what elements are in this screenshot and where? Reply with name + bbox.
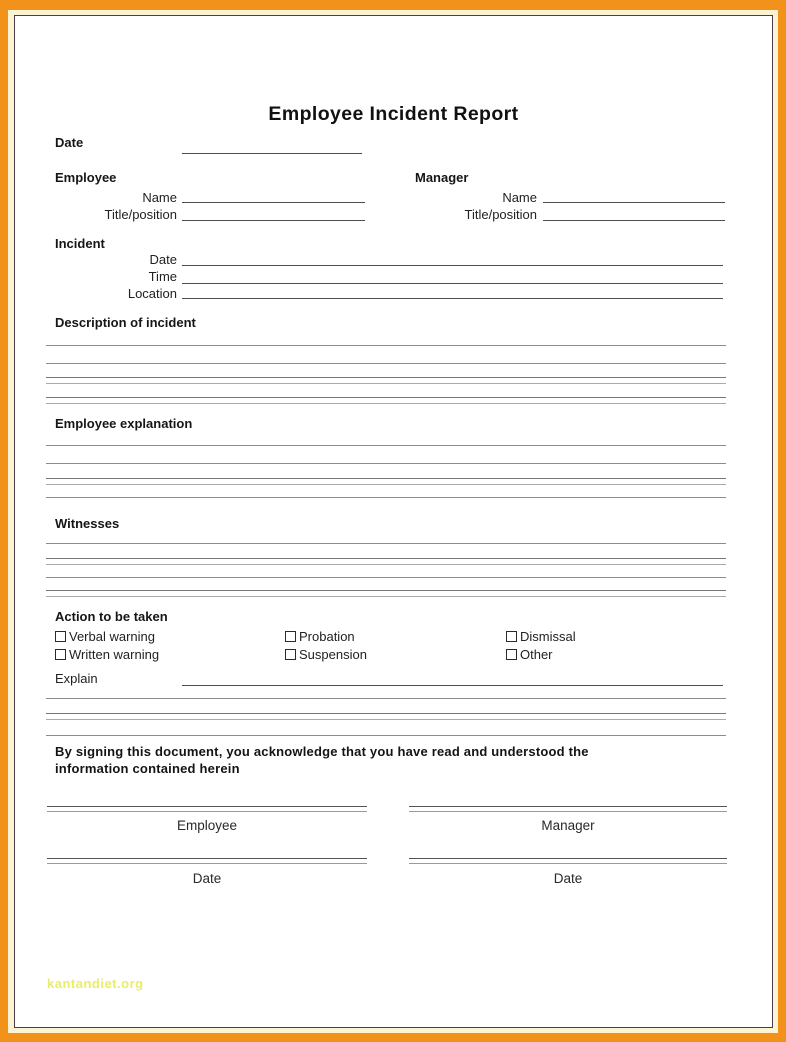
checkbox-icon[interactable] (55, 649, 66, 660)
witnesses-ruled-line[interactable] (46, 558, 726, 565)
action-section-heading: Action to be taken (55, 609, 168, 624)
incident-time-label: Time (148, 269, 177, 284)
checkbox-other[interactable] (506, 647, 553, 662)
checkbox-label: Dismissal (520, 629, 576, 644)
explanation-ruled-line[interactable] (46, 445, 726, 446)
manager-section-heading: Manager (415, 170, 469, 185)
witnesses-ruled-line[interactable] (46, 543, 726, 544)
employee-signature-line[interactable] (47, 806, 367, 812)
explain-label: Explain (55, 671, 98, 686)
employee-date-caption: Date (192, 871, 222, 886)
checkbox-suspension[interactable] (285, 647, 367, 662)
description-ruled-line[interactable] (46, 363, 726, 364)
employee-name-label: Name (142, 190, 177, 205)
checkbox-label: Other (520, 647, 553, 662)
incident-date-input-line[interactable] (182, 265, 723, 266)
checkbox-label: Suspension (299, 647, 367, 662)
explain-ruled-line[interactable] (46, 713, 726, 720)
witnesses-ruled-line[interactable] (46, 590, 726, 597)
explanation-ruled-line[interactable] (46, 497, 726, 498)
checkbox-probation[interactable] (285, 629, 355, 644)
incident-time-input-line[interactable] (182, 283, 723, 284)
manager-signature-caption: Manager (541, 818, 595, 833)
checkbox-label: Verbal warning (69, 629, 155, 644)
checkbox-icon[interactable] (55, 631, 66, 642)
checkbox-icon[interactable] (285, 631, 296, 642)
manager-name-input-line[interactable] (543, 202, 725, 203)
description-section-heading: Description of incident (55, 315, 196, 330)
employee-name-input-line[interactable] (182, 202, 365, 203)
incident-date-label: Date (149, 252, 177, 267)
checkbox-icon[interactable] (506, 649, 517, 660)
employee-section-heading: Employee (55, 170, 117, 185)
explain-ruled-line[interactable] (46, 735, 726, 736)
incident-section-heading: Incident (55, 236, 105, 251)
manager-name-label: Name (502, 190, 537, 205)
checkbox-dismissal[interactable] (506, 629, 576, 644)
description-ruled-line[interactable] (46, 377, 726, 384)
employee-date-line[interactable] (47, 858, 367, 864)
explanation-ruled-line[interactable] (46, 463, 726, 464)
date-label: Date (55, 135, 84, 150)
explanation-section-heading: Employee explanation (55, 416, 193, 431)
manager-title-label: Title/position (464, 207, 537, 222)
explain-input-line[interactable] (182, 685, 723, 686)
employee-signature-caption: Employee (176, 818, 238, 833)
incident-location-input-line[interactable] (182, 298, 723, 299)
explanation-ruled-line[interactable] (46, 478, 726, 485)
checkbox-icon[interactable] (285, 649, 296, 660)
page-title: Employee Incident Report (268, 103, 519, 125)
checkbox-label: Probation (299, 629, 355, 644)
manager-title-input-line[interactable] (543, 220, 725, 221)
witnesses-ruled-line[interactable] (46, 577, 726, 578)
incident-report-page (14, 15, 773, 1028)
date-input-line[interactable] (182, 153, 362, 154)
manager-date-line[interactable] (409, 858, 727, 864)
watermark-text: kantandiet.org (47, 976, 144, 991)
checkbox-icon[interactable] (506, 631, 517, 642)
description-ruled-line[interactable] (46, 397, 726, 404)
checkbox-verbal-warning[interactable] (55, 629, 155, 644)
manager-date-caption: Date (553, 871, 583, 886)
employee-title-label: Title/position (104, 207, 177, 222)
acknowledgement-text: By signing this document, you acknowledge that you have read and understood the information contained herein (55, 744, 589, 776)
incident-location-label: Location (127, 286, 177, 301)
witnesses-section-heading: Witnesses (55, 516, 120, 531)
checkbox-written-warning[interactable] (55, 647, 159, 662)
explain-ruled-line[interactable] (46, 698, 726, 699)
description-ruled-line[interactable] (46, 345, 726, 346)
employee-title-input-line[interactable] (182, 220, 365, 221)
manager-signature-line[interactable] (409, 806, 727, 812)
checkbox-label: Written warning (69, 647, 160, 662)
